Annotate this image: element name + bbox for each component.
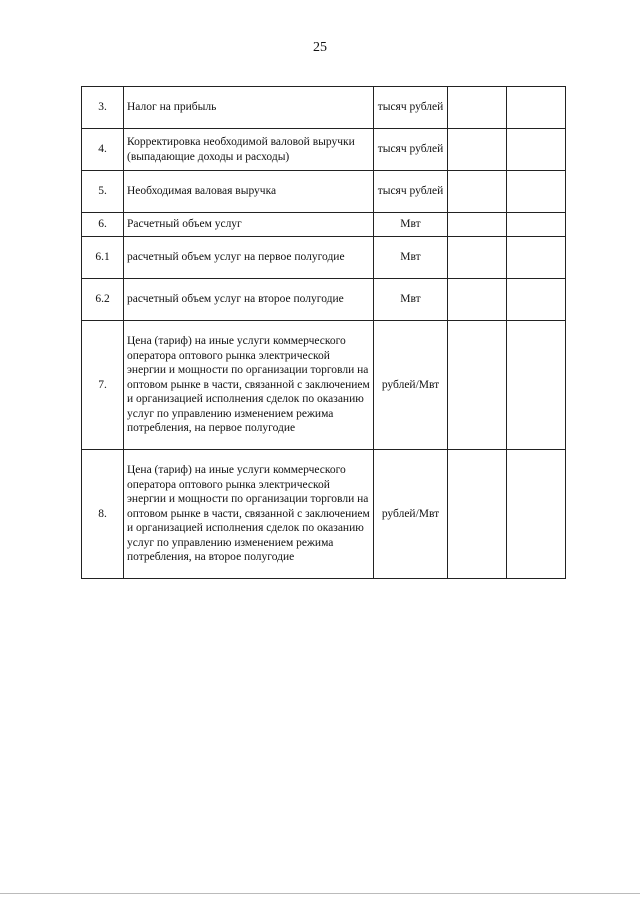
row-unit: тысяч рублей: [374, 171, 448, 213]
value-cell: [507, 171, 566, 213]
value-cell: [507, 237, 566, 279]
value-cell: [448, 171, 507, 213]
row-name: Цена (тариф) на иные услуги коммерческого оператора оптового рынка электрической энергии и мощности по организации торговли на оптовом рынке в части, связанной с заключением и организацией исполнения сделок по оказанию услуг по управлению изменением режима потребления, на первое полугодие: [124, 321, 374, 450]
row-unit: Мвт: [374, 213, 448, 237]
page-edge-rule: [0, 893, 640, 894]
row-number: 6.: [82, 213, 124, 237]
row-number: 5.: [82, 171, 124, 213]
row-name: Необходимая валовая выручка: [124, 171, 374, 213]
row-number: 4.: [82, 129, 124, 171]
value-cell: [448, 87, 507, 129]
value-cell: [448, 279, 507, 321]
row-name: Цена (тариф) на иные услуги коммерческого оператора оптового рынка электрической энергии и мощности по организации торговли на оптовом рынке в части, связанной с заключением и организацией исполнения сделок по оказанию услуг по управлению изменением режима потребления, на второе полугодие: [124, 450, 374, 579]
value-cell: [448, 129, 507, 171]
row-name: расчетный объем услуг на второе полугодие: [124, 279, 374, 321]
row-unit: тысяч рублей: [374, 87, 448, 129]
page-number: 25: [313, 40, 327, 55]
value-cell: [507, 279, 566, 321]
value-cell: [448, 213, 507, 237]
row-number: 8.: [82, 450, 124, 579]
row-name: Расчетный объем услуг: [124, 213, 374, 237]
table-row: [82, 321, 566, 450]
value-cell: [448, 450, 507, 579]
value-cell: [507, 450, 566, 579]
value-cell: [507, 87, 566, 129]
table-row: [82, 450, 566, 579]
row-number: 6.1: [82, 237, 124, 279]
table-row: [82, 129, 566, 171]
row-number: 6.2: [82, 279, 124, 321]
row-number: 3.: [82, 87, 124, 129]
table-row: [82, 237, 566, 279]
table-row: [82, 279, 566, 321]
value-cell: [507, 321, 566, 450]
table-row: [82, 171, 566, 213]
row-unit: рублей/Мвт: [374, 450, 448, 579]
row-name: расчетный объем услуг на первое полугодие: [124, 237, 374, 279]
row-unit: Мвт: [374, 237, 448, 279]
value-cell: [448, 237, 507, 279]
row-unit: рублей/Мвт: [374, 321, 448, 450]
row-name: Налог на прибыль: [124, 87, 374, 129]
value-cell: [507, 213, 566, 237]
value-cell: [507, 129, 566, 171]
row-unit: тысяч рублей: [374, 129, 448, 171]
row-name: Корректировка необходимой валовой выручки (выпадающие доходы и расходы): [124, 129, 374, 171]
table-row: [82, 87, 566, 129]
row-number: 7.: [82, 321, 124, 450]
row-unit: Мвт: [374, 279, 448, 321]
table-row: [82, 213, 566, 237]
tariff-table: [81, 86, 566, 579]
value-cell: [448, 321, 507, 450]
